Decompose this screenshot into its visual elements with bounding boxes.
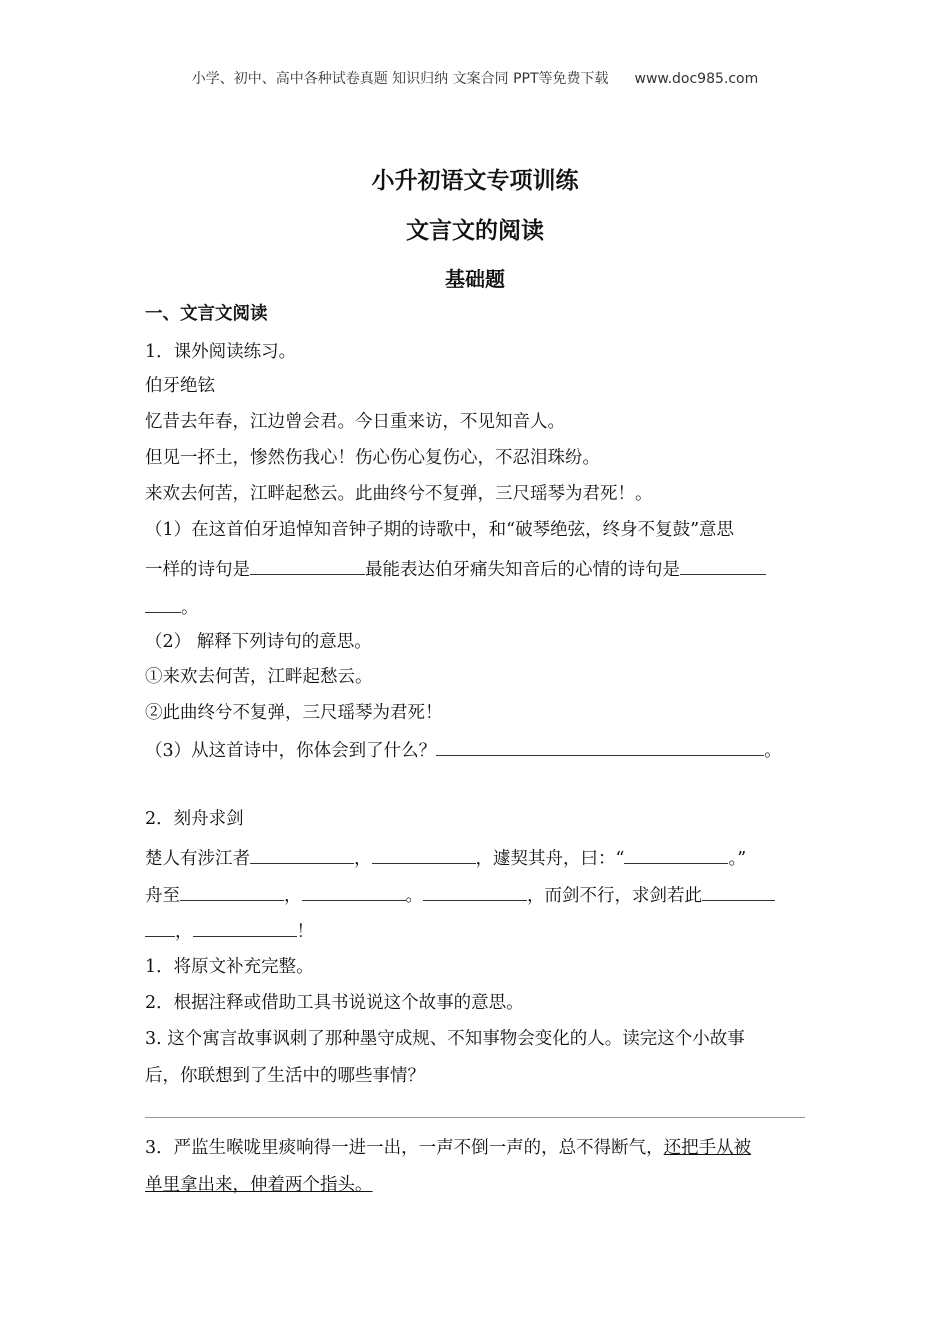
q1-part2-item: ②此曲终兮不复弹，三尺瑶琴为君死！ xyxy=(145,703,443,723)
answer-blank[interactable] xyxy=(145,918,175,937)
q2-sub: 3. 这个寓言故事讽刺了那种墨守成规、不知事物会变化的人。读完这个小故事 xyxy=(145,1029,745,1049)
q1-part3: （3）从这首诗中，你体会到了什么？ 。 xyxy=(145,737,782,763)
q1-part1: （1）在这首伯牙追悼知音钟子期的诗歌中，和“破琴绝弦，终身不复鼓”意思 xyxy=(145,520,735,540)
header-text: 小学、初中、高中各种试卷真题 知识归纳 文案合同 PPT等免费下载 xyxy=(191,71,609,87)
poem-line: 来欢去何苦，江畔起愁云。此曲终兮不复弹，三尺瑶琴为君死！。 xyxy=(145,484,653,504)
q3-line xyxy=(145,1173,373,1197)
answer-blank[interactable] xyxy=(193,918,297,937)
q1-part1-cont: 一样的诗句是 最能表达伯牙痛失知音后的心情的诗句是 xyxy=(145,556,766,582)
answer-blank[interactable] xyxy=(145,594,181,613)
answer-blank[interactable] xyxy=(423,882,527,901)
poem-line: 忆昔去年春，江边曾会君。今日重来访，不见知音人。 xyxy=(145,412,565,432)
q2-line: 楚人有涉江者 ， ，遽契其舟，曰：“ 。” xyxy=(145,845,746,871)
q1-part2-item: ①来欢去何苦，江畔起愁云。 xyxy=(145,667,373,687)
main-title: 小升初语文专项训练 xyxy=(371,168,579,194)
q3-line: 3．严监生喉咙里痰响得一进一出，一声不倒一声的，总不得断气，还把手从被 xyxy=(145,1138,752,1158)
poem-title: 伯牙绝铉 xyxy=(145,376,215,396)
q1-part2: （2） 解释下列诗句的意思。 xyxy=(145,632,372,652)
answer-blank[interactable] xyxy=(180,882,284,901)
q2-sub: 2．根据注释或借助工具书说说这个故事的意思。 xyxy=(145,993,524,1013)
header-url[interactable]: www.doc985.com xyxy=(634,71,759,87)
page-header xyxy=(0,68,950,88)
answer-blank[interactable] xyxy=(702,882,775,901)
q2-title: 2．刻舟求剑 xyxy=(145,809,244,829)
answer-blank[interactable] xyxy=(680,556,766,575)
poem-line: 但见一抔土，惨然伤我心！伤心伤心复伤心，不忍泪珠纷。 xyxy=(145,448,600,468)
section-heading: 一、文言文阅读 xyxy=(145,304,268,324)
level-title: 基础题 xyxy=(445,267,505,291)
underlined-text: 还把手从被 xyxy=(663,1138,752,1158)
q2-sub: 后，你联想到了生活中的哪些事情？ xyxy=(145,1066,425,1086)
q2-line: 舟至 ， 。 ，而剑不行，求剑若此 xyxy=(145,882,775,908)
answer-blank[interactable] xyxy=(250,845,354,864)
answer-line[interactable] xyxy=(145,1117,805,1118)
answer-blank[interactable] xyxy=(436,737,764,756)
q1-part1-end: 。 xyxy=(145,594,199,620)
underlined-text: 单里拿出来，伸着两个指头。 xyxy=(145,1175,373,1195)
answer-blank[interactable] xyxy=(372,845,476,864)
q2-sub: 1．将原文补充完整。 xyxy=(145,957,314,977)
answer-blank[interactable] xyxy=(624,845,728,864)
answer-blank[interactable] xyxy=(302,882,406,901)
answer-blank[interactable] xyxy=(250,556,365,575)
q1-intro: 1．课外阅读练习。 xyxy=(145,342,297,362)
sub-title: 文言文的阅读 xyxy=(406,218,544,244)
q2-line: ， ！ xyxy=(145,918,314,944)
